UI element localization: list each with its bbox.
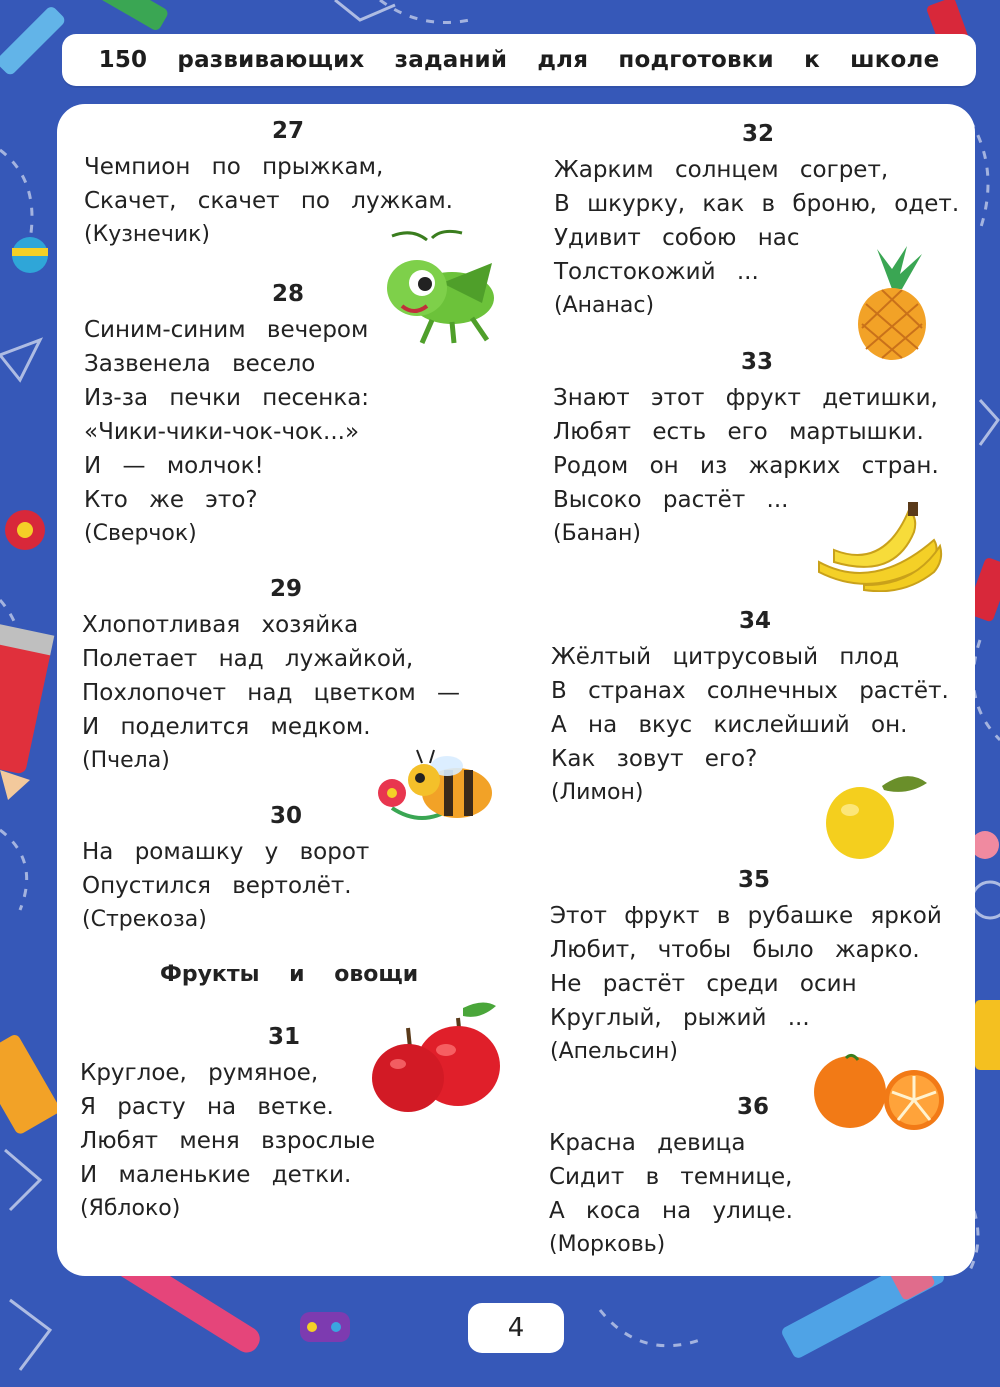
apples-icon xyxy=(368,998,503,1116)
riddle-answer: (Банан) xyxy=(553,521,641,546)
riddle-line: Знают этот фрукт детишки, xyxy=(553,385,938,411)
riddle-number: 35 xyxy=(738,867,771,893)
riddle-line: «Чики-чики-чок-чок...» xyxy=(84,419,360,445)
riddle-number: 30 xyxy=(270,803,303,829)
page-number: 4 xyxy=(468,1303,564,1353)
riddle-number: 27 xyxy=(272,118,305,144)
riddle-line: Полетает над лужайкой, xyxy=(82,646,414,672)
riddle-answer: (Апельсин) xyxy=(550,1039,678,1064)
header-bar xyxy=(62,34,976,86)
pineapple-icon xyxy=(852,244,932,362)
riddle-line: Удивит собою нас xyxy=(554,225,800,251)
riddle-30 xyxy=(82,803,369,937)
riddle-number: 34 xyxy=(739,608,772,634)
riddle-line: И — молчок! xyxy=(84,453,264,479)
riddle-answer: (Ананас) xyxy=(554,293,655,318)
riddle-line: Высоко растёт ... xyxy=(553,487,789,513)
book-title: 150 развивающих заданий для подготовки к школе xyxy=(98,47,940,73)
riddle-line: Толстокожий ... xyxy=(554,259,759,285)
bee-icon xyxy=(372,748,497,838)
bananas-icon xyxy=(814,500,944,592)
riddle-answer: (Морковь) xyxy=(549,1232,666,1257)
riddle-line: Любит, чтобы было жарко. xyxy=(550,937,920,963)
riddle-answer: (Стрекоза) xyxy=(82,907,207,932)
grasshopper-icon xyxy=(372,228,502,348)
riddle-number: 32 xyxy=(742,121,775,147)
riddle-line: Из-за печки песенка: xyxy=(84,385,370,411)
riddle-line: Синим-синим вечером xyxy=(84,317,369,343)
riddle-answer: (Пчела) xyxy=(82,748,170,773)
riddle-line: Круглое, румяное, xyxy=(80,1060,319,1086)
pencil-decoration xyxy=(0,623,54,800)
riddle-line: И поделится медком. xyxy=(82,714,371,740)
riddle-line: Жарким солнцем согрет, xyxy=(554,157,889,183)
riddle-line: Кто же это? xyxy=(84,487,258,513)
riddle-number: 36 xyxy=(737,1094,770,1120)
riddle-line: Любят меня взрослые xyxy=(80,1128,376,1154)
riddle-answer: (Сверчок) xyxy=(84,521,197,546)
riddle-line: Опустился вертолёт. xyxy=(82,873,352,899)
riddle-line: Жёлтый цитрусовый плод xyxy=(551,644,900,670)
oranges-icon xyxy=(812,1050,947,1135)
riddle-line: И маленькие детки. xyxy=(80,1162,352,1188)
riddle-line: Красна девица xyxy=(549,1130,746,1156)
riddle-line: Скачет, скачет по лужкам. xyxy=(84,188,453,214)
lemon-icon xyxy=(822,768,932,863)
riddle-answer: (Кузнечик) xyxy=(84,222,211,247)
riddle-line: Похлопочет над цветком — xyxy=(82,680,461,706)
riddle-answer: (Яблоко) xyxy=(80,1196,181,1221)
riddle-line: Этот фрукт в рубашке яркой xyxy=(550,903,942,929)
riddle-line: Как зовут его? xyxy=(551,746,758,772)
candy-decoration xyxy=(5,237,48,550)
riddle-number: 29 xyxy=(270,576,303,602)
riddle-line: Любят есть его мартышки. xyxy=(553,419,924,445)
section-title-fruits-vegetables: Фрукты и овощи xyxy=(160,962,419,987)
riddle-number: 33 xyxy=(741,349,774,375)
riddle-line: Хлопотливая хозяйка xyxy=(82,612,359,638)
riddle-number: 28 xyxy=(272,281,305,307)
riddle-line: На ромашку у ворот xyxy=(82,839,370,865)
riddle-line: В шкурку, как в броню, одет. xyxy=(554,191,960,217)
riddle-line: Круглый, рыжий ... xyxy=(550,1005,810,1031)
riddle-line: Я расту на ветке. xyxy=(80,1094,334,1120)
riddle-number: 31 xyxy=(268,1024,301,1050)
riddle-line: В странах солнечных растёт. xyxy=(551,678,949,704)
riddle-line: А на вкус кислейший он. xyxy=(551,712,908,738)
riddle-line: Родом он из жарких стран. xyxy=(553,453,939,479)
riddle-31 xyxy=(80,1024,375,1226)
riddle-answer: (Лимон) xyxy=(551,780,644,805)
riddle-line: Не растёт среди осин xyxy=(550,971,857,997)
riddle-36 xyxy=(549,1094,793,1262)
riddle-line: Чемпион по прыжкам, xyxy=(84,154,384,180)
riddle-line: А коса на улице. xyxy=(549,1198,793,1224)
riddle-line: Зазвенела весело xyxy=(84,351,316,377)
riddle-35 xyxy=(550,867,942,1069)
riddle-line: Сидит в темнице, xyxy=(549,1164,793,1190)
riddle-28 xyxy=(84,281,369,551)
